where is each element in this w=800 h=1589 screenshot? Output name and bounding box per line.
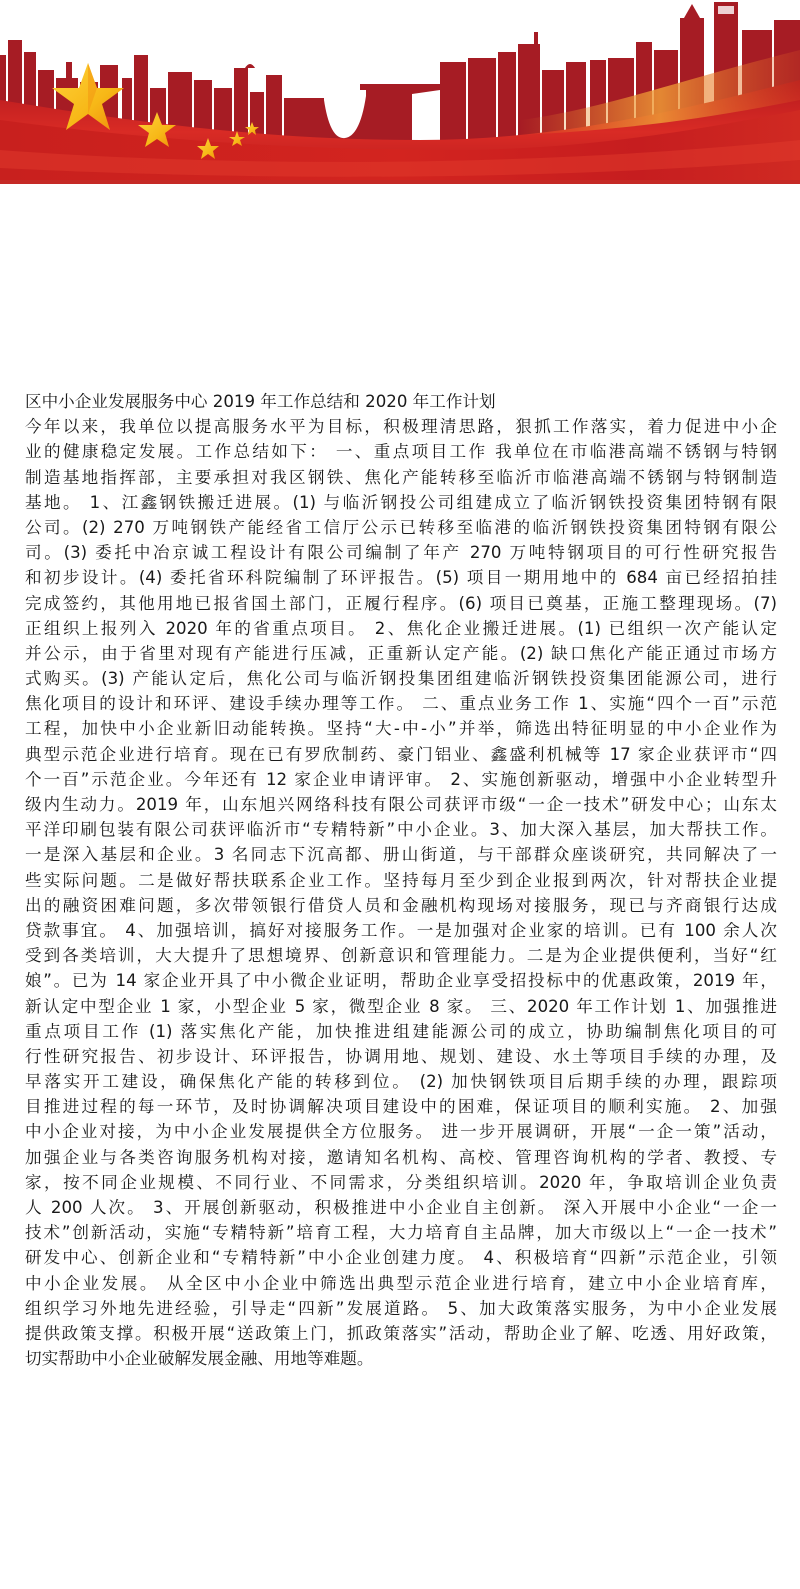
paragraph-line: 业的健康稳定发展。工作总结如下： 一、重点项目工作 我单位在市临港高端不锈钢与特钢 (25, 442, 777, 462)
paragraph-line: 今年以来，我单位以提高服务水平为目标，积极理清思路，狠抓工作落实，着力促进中小企 (25, 417, 777, 437)
paragraph-line: 出的融资困难问题，多次带领银行借贷人员和金融机构现场对接服务，现已与齐商银行达成 (25, 895, 777, 915)
paragraph-line: 切实帮助中小企业破解发展金融、用地等难题。 (25, 1349, 374, 1369)
paragraph-line: 正组织上报列入 2020 年的省重点项目。 2、焦化企业搬迁进展。(1) 已组织一次产能认定 (25, 618, 777, 638)
paragraph-line: 基地。 1、江鑫钢铁搬迁进展。(1) 与临沂钢投公司组建成立了临沂钢铁投资集团特钢有限 (25, 492, 777, 512)
banner-graphic (0, 0, 800, 184)
paragraph-line: 中小企业发展。 从全区中小企业中筛选出典型示范企业进行培育，建立中小企业培育库， (25, 1273, 777, 1293)
paragraph-line: 完成签约，其他用地已报省国土部门，正履行程序。(6) 项目已奠基，正施工整理现场。(7) (25, 593, 777, 613)
document-title: 区中小企业发展服务中心 2019 年工作总结和 2020 年工作计划 (25, 392, 496, 411)
paragraph-line: 公司。(2) 270 万吨钢铁产能经省工信厅公示已转移至临港的临沂钢铁投资集团特钢有限公 (25, 517, 777, 537)
paragraph-line: 典型示范企业进行培育。现在已有罗欣制药、豪门铝业、鑫盛利机械等 17 家企业获评市“四 (25, 744, 777, 764)
paragraph-line: 受到各类培训，大大提升了思想境界、创新意识和管理能力。二是为企业提供便利，当好“红 (25, 946, 777, 966)
paragraph-line: 贷款事宜。 4、加强培训，搞好对接服务工作。一是加强对企业家的培训。已有 100 余人次 (25, 920, 777, 940)
paragraph-line: 重点项目工作 (1) 落实焦化产能，加快推进组建能源公司的成立，协助编制焦化项目的可 (25, 1021, 777, 1041)
paragraph-line: 级内生动力。2019 年，山东旭兴网络科技有限公司获评市级“一企一技术”研发中心；山东太 (25, 795, 777, 814)
document-body (25, 389, 777, 1371)
paragraph-line: 一是深入基层和企业。3 名同志下沉高都、册山街道，与干部群众座谈研究，共同解决了一 (25, 845, 777, 865)
paragraph-line: 司。(3) 委托中冶京诚工程设计有限公司编制了年产 270 万吨特钢项目的可行性研究报告 (25, 543, 777, 563)
paragraph-line: 人 200 人次。 3、开展创新驱动，积极推进中小企业自主创新。 深入开展中小企业“一企一 (25, 1198, 777, 1217)
paragraph-line: 组织学习外地先进经验，引导走“四新”发展道路。 5、加大政策落实服务，为中小企业发展 (25, 1298, 777, 1318)
paragraph-line: 娘”。已为 14 家企业开具了中小微企业证明，帮助企业享受招投标中的优惠政策，2019 年， (25, 971, 777, 991)
paragraph-line: 式购买。(3) 产能认定后，焦化公司与临沂钢投集团组建临沂钢铁投资集团能源公司，进行 (25, 669, 777, 689)
paragraph-line: 技术”创新活动，实施“专精特新”培育工程，大力培育自主品牌，加大市级以上“一企一技术” (25, 1223, 777, 1243)
paragraph-line: 和初步设计。(4) 委托省环科院编制了环评报告。(5) 项目一期用地中的 684 亩已经招拍挂 (25, 568, 777, 588)
paragraph-line: 目推进过程的每一环节，及时协调解决项目建设中的困难，保证项目的顺利实施。 2、加强 (25, 1097, 777, 1117)
paragraph-line: 平洋印刷包装有限公司获评临沂市“专精特新”中小企业。3、加大深入基层，加大帮扶工作。 (25, 820, 777, 840)
paragraph-line: 行性研究报告、初步设计、环评报告，协调用地、规划、建设、水土等项目手续的办理，及 (25, 1046, 777, 1066)
paragraph-line: 早落实开工建设，确保焦化产能的转移到位。 (2) 加快钢铁项目后期手续的办理，跟踪项 (25, 1072, 777, 1092)
paragraph-line: 个一百”示范企业。今年还有 12 家企业申请评审。 2、实施创新驱动，增强中小企业转型升 (25, 769, 777, 789)
paragraph-line: 些实际问题。二是做好帮扶联系企业工作。坚持每月至少到企业报到两次，针对帮扶企业提 (25, 870, 777, 890)
header-banner (0, 0, 800, 184)
paragraph-line: 中小企业对接，为中小企业发展提供全方位服务。 进一步开展调研，开展“一企一策”活动， (25, 1122, 777, 1142)
paragraph-line: 工程，加快中小企业新旧动能转换。坚持“大-中-小”并举，筛选出特征明显的中小企业作为 (25, 719, 777, 739)
paragraph-line: 加强企业与各类咨询服务机构对接，邀请知名机构、高校、管理咨询机构的学者、教授、专 (25, 1147, 777, 1167)
paragraph-line: 新认定中型企业 1 家，小型企业 5 家，微型企业 8 家。 三、2020 年工作计划 1、加强推进 (25, 996, 777, 1016)
paragraph-line: 焦化项目的设计和环评、建设手续办理等工作。 二、重点业务工作 1、实施“四个一百”示范 (25, 694, 777, 714)
paragraph-line: 并公示，由于省里对现有产能进行压减，正重新认定产能。(2) 缺口焦化产能正通过市场方 (25, 643, 777, 663)
paragraph-line: 制造基地指挥部，主要承担对我区钢铁、焦化产能转移至临沂市临港高端不锈钢与特钢制造 (25, 467, 777, 487)
paragraph-line: 家，按不同企业规模、不同行业、不同需求，分类组织培训。2020 年，争取培训企业负责 (25, 1172, 777, 1192)
paragraph-line: 研发中心、创新企业和“专精特新”中小企业创建力度。 4、积极培育“四新”示范企业，引领 (25, 1248, 777, 1268)
paragraph-line: 提供政策支撑。积极开展“送政策上门，抓政策落实”活动，帮助企业了解、吃透、用好政策， (25, 1323, 777, 1343)
